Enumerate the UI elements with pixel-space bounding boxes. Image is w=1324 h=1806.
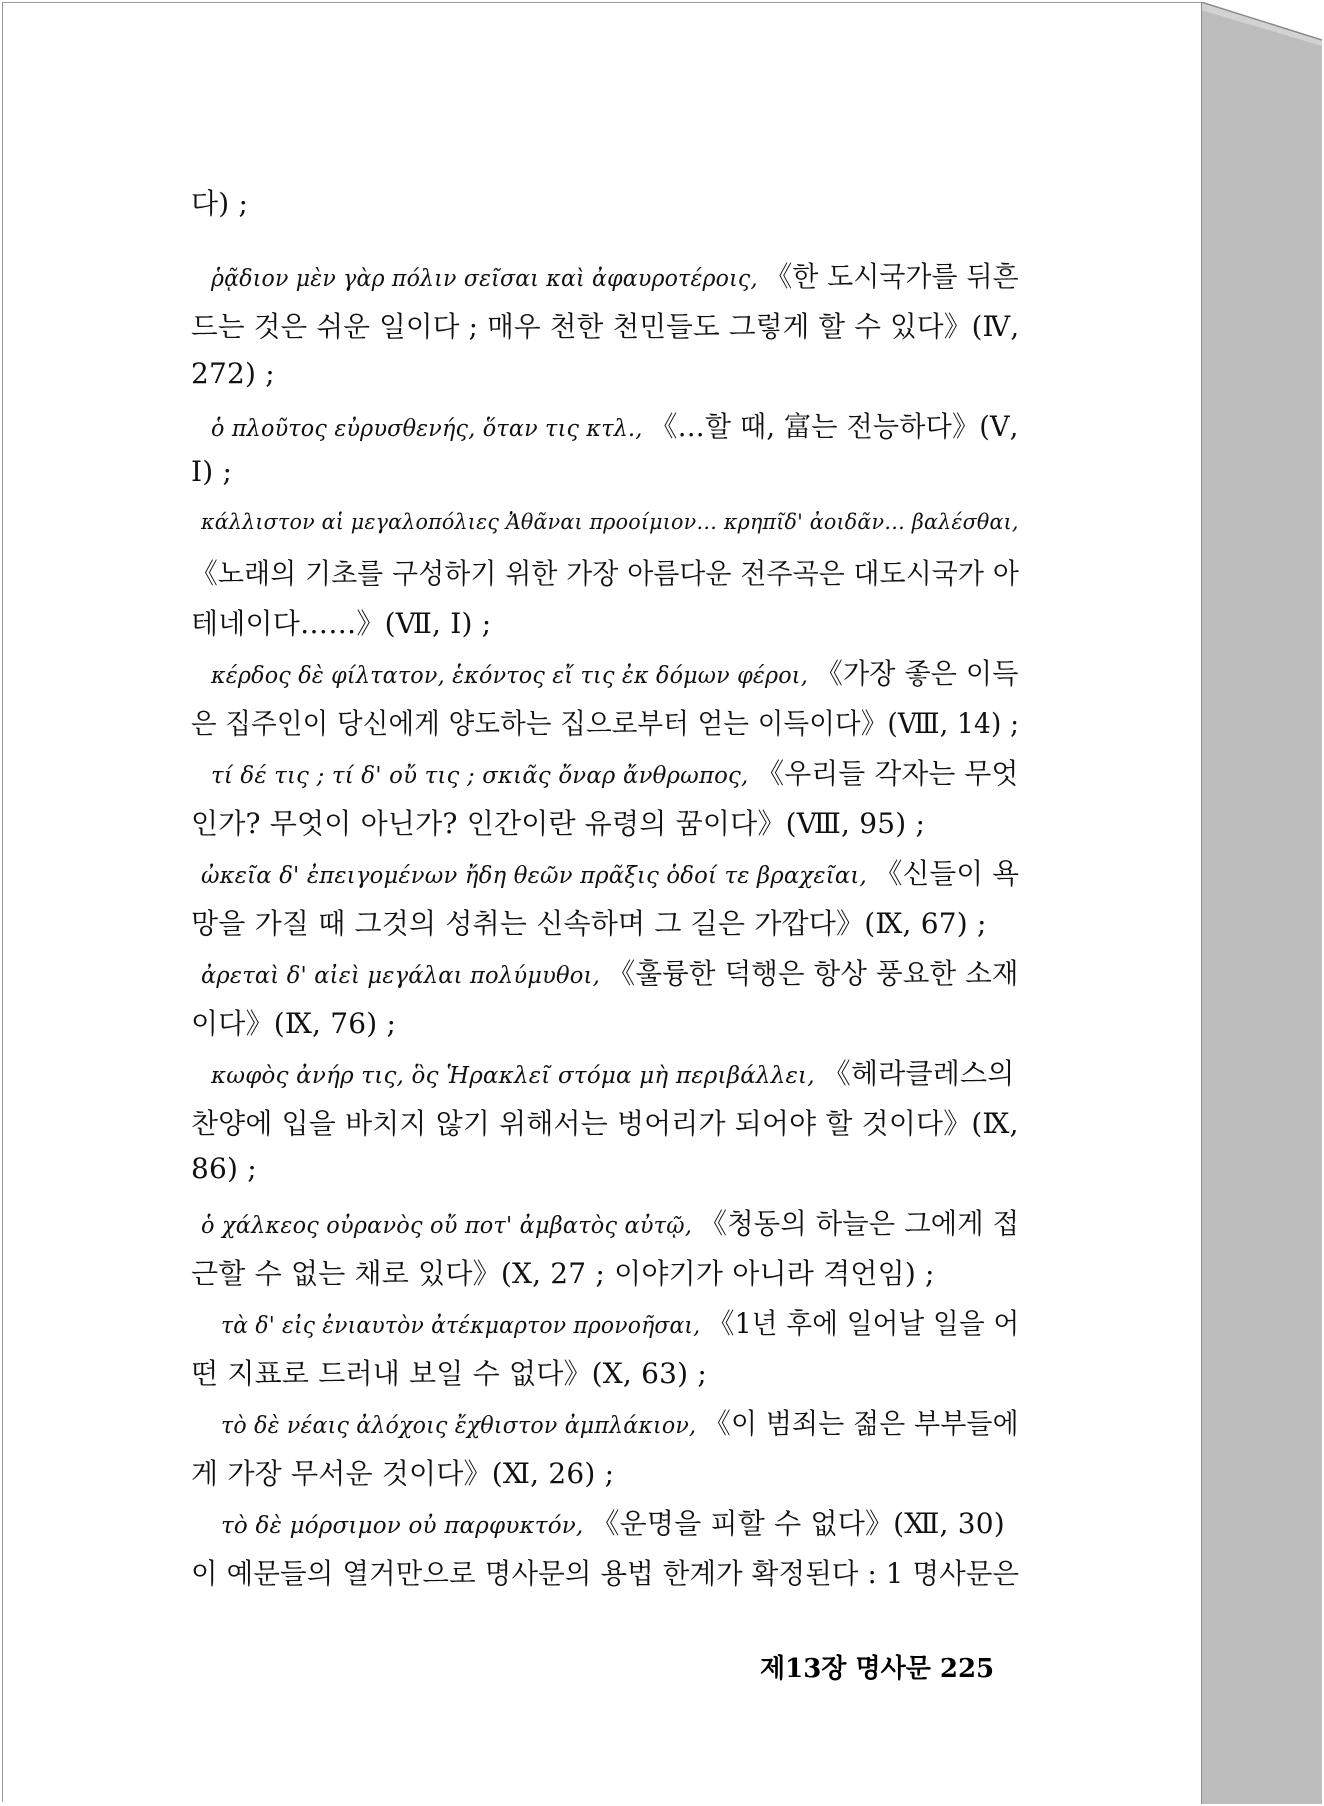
greek-quote: ὁ χάλκεος οὐρανὸς οὔ ποτ' ἀμβατὸς αὐτῷ, (201, 1213, 693, 1239)
text-line (201, 952, 1019, 992)
korean-translation: 《훌륭한 덕행은 항상 풍요한 소재 (607, 957, 1019, 990)
text-line: 떤 지표로 드러내 보일 수 없다》(Ⅹ, 63) ; (191, 1357, 708, 1390)
text-line: 이 예문들의 열거만으로 명사문의 용법 한계가 확정된다 : 1 명사문은 (191, 1557, 1020, 1590)
greek-quote: ὠκεῖα δ' ἐπειγομένων ἤδη θεῶν πρᾶξις ὁδοί τε βραχεῖαι, (201, 863, 867, 889)
text-line: 다) ; (191, 187, 249, 220)
text-line: 인가? 무엇이 아닌가? 인간이란 유령의 꿈이다》(Ⅷ, 95) ; (191, 807, 926, 840)
greek-quote: ῥᾷδιον μὲν γὰρ πόλιν σεῖσαι καὶ ἀφαυροτέροις, (211, 266, 758, 292)
book-edge (1201, 2, 1322, 1804)
text-line: 드는 것은 쉬운 일이다 ; 매우 천한 천민들도 그렇게 할 수 있다》(Ⅳ, (191, 310, 1020, 343)
text-line (201, 1202, 1019, 1242)
text-line (211, 652, 1019, 692)
korean-translation: 《운명을 피할 수 없다》(Ⅻ, 30) (591, 1507, 1005, 1540)
text-line: 86) ; (191, 1152, 257, 1185)
korean-translation: 《…할 때, 富는 전능하다》(Ⅴ, (650, 410, 1019, 443)
text-line (221, 1502, 1005, 1542)
greek-quote: τὸ δὲ μόρσιμον οὐ παρφυκτόν, (221, 1513, 584, 1539)
text-line (211, 255, 1019, 295)
text-line (211, 752, 1019, 792)
page-footer: 제13장 명사문 225 (760, 1654, 995, 1684)
greek-quote: ἀρεταὶ δ' αἰεὶ μεγάλαι πολύμυθοι, (201, 963, 600, 989)
korean-translation: 《이 범죄는 젊은 부부들에 (703, 1407, 1019, 1440)
greek-quote: κωφὸς ἀνήρ τις, ὃς Ἡρακλεῖ στόμα μὴ περιβάλλει, (211, 1063, 815, 1089)
text-line: 은 집주인이 당신에게 양도하는 집으로부터 얻는 이득이다》(Ⅷ, 14) ; (191, 707, 1020, 740)
text-line: 망을 가질 때 그것의 성취는 신속하며 그 길은 가깝다》(Ⅸ, 67) ; (191, 907, 987, 940)
text-line (221, 1302, 1019, 1342)
text-line: 근할 수 없는 채로 있다》(Ⅹ, 27 ; 이야기가 아니라 격언임) ; (191, 1257, 935, 1290)
greek-quote: κάλλιστον αἱ μεγαλοπόλιες Ἀθᾶναι προοίμιον… κρηπῖδ' ἀοιδᾶν… βαλέσθαι, (201, 510, 1019, 534)
text-line: 272) ; (191, 357, 275, 390)
text-line (211, 1052, 1014, 1092)
greek-quote: τί δέ τις ; τί δ' οὔ τις ; σκιᾶς ὄναρ ἄνθρωπος, (211, 763, 749, 789)
text-line: 이다》(Ⅸ, 76) ; (191, 1007, 397, 1040)
korean-translation: 《1년 후에 일어날 일을 어 (707, 1307, 1020, 1340)
greek-quote: ὁ πλοῦτος εὐρυσθενής, ὅταν τις κτλ., (211, 416, 643, 442)
greek-quote: κέρδος δὲ φίλτατον, ἑκόντος εἴ τις ἐκ δόμων φέροι, (211, 663, 808, 689)
greek-quote: τὰ δ' εἰς ἐνιαυτὸν ἀτέκμαρτον προνοῆσαι, (221, 1313, 701, 1339)
text-line (201, 852, 1019, 892)
text-line (221, 1402, 1019, 1442)
text-line (211, 405, 1019, 445)
text-line: 찬양에 입을 바치지 않기 위해서는 벙어리가 되어야 할 것이다》(Ⅸ, (191, 1107, 1019, 1140)
text-line: 《노래의 기초를 구성하기 위한 가장 아름다운 전주곡은 대도시국가 아 (191, 557, 1019, 590)
korean-translation: 《헤라클레스의 (822, 1057, 1015, 1090)
text-line (201, 505, 1019, 536)
text-line: 게 가장 무서운 것이다》(Ⅺ, 26) ; (191, 1457, 615, 1490)
text-line: 테네이다……》(Ⅶ, Ⅰ) ; (191, 607, 492, 640)
korean-translation: 《우리들 각자는 무엇 (756, 757, 1019, 790)
korean-translation: 《한 도시국가를 뒤흔 (765, 260, 1019, 293)
text-line: Ⅰ) ; (191, 455, 233, 488)
korean-translation: 《신들이 욕 (874, 857, 1020, 890)
greek-quote: τὸ δὲ νέαις ἀλόχοις ἔχθιστον ἀμπλάκιον, (221, 1413, 697, 1439)
korean-translation: 《가장 좋은 이득 (815, 657, 1019, 690)
korean-translation: 《청동의 하늘은 그에게 접 (699, 1207, 1020, 1240)
